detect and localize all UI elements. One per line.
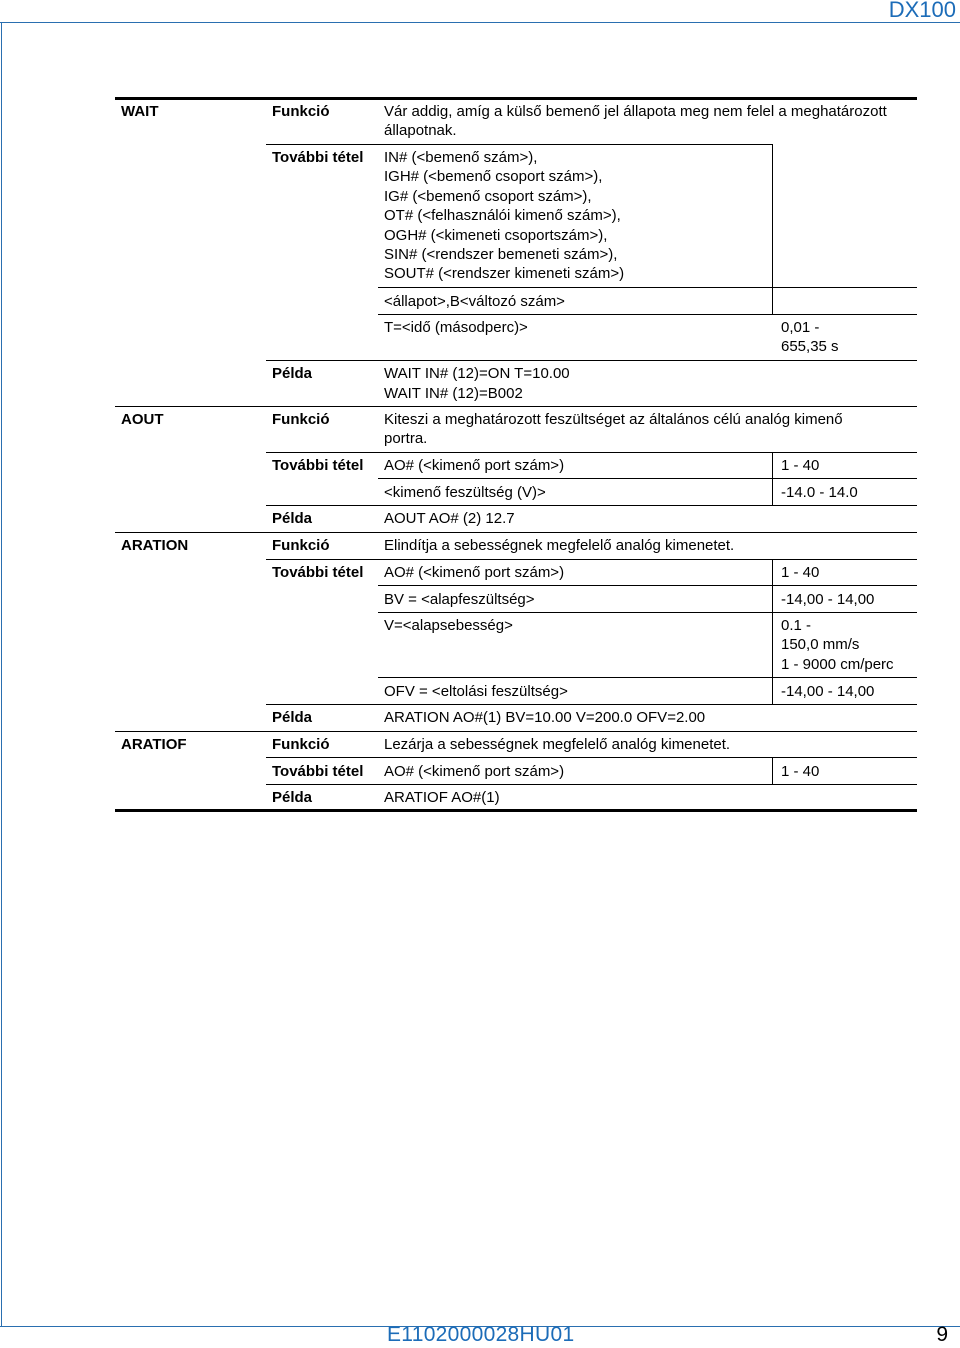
aration-param-bv: BV = <alapfeszültség>: [384, 591, 535, 608]
wait-param-sin: SIN# (<rendszer bemeneti szám>),: [384, 246, 618, 263]
row-rule: [378, 314, 917, 315]
aout-range-voltage: -14.0 - 14.0: [781, 484, 858, 501]
row-rule: [266, 559, 917, 560]
label-tovabbi-tetel: További tétel: [272, 564, 364, 581]
row-rule: [378, 287, 917, 288]
aration-range-ofv: -14,00 - 14,00: [781, 683, 875, 700]
row-rule: [266, 704, 917, 705]
row-rule: [378, 677, 917, 678]
aratiof-example: ARATIOF AO#(1): [384, 789, 500, 806]
command-aout: AOUT: [121, 411, 164, 428]
aratiof-param-port: AO# (<kimenő port szám>): [384, 763, 565, 780]
range-column-rule: [772, 144, 773, 287]
wait-param-in: IN# (<bemenő szám>),: [384, 149, 538, 166]
document-code: E1102000028HU01: [387, 1323, 575, 1346]
aout-param-port: AO# (<kimenő port szám>): [384, 457, 565, 474]
aration-range-v-line1: 0.1 -: [781, 617, 812, 634]
aout-example: AOUT AO# (2) 12.7: [384, 510, 515, 527]
wait-funkcio-line2: állapotnak.: [384, 122, 457, 139]
row-rule: [266, 360, 917, 361]
wait-funkcio-line1: Vár addig, amíg a külső bemenő jel állapota meg nem felel a meghatározott: [384, 103, 887, 120]
aration-range-v-line3: 1 - 9000 cm/perc: [781, 656, 894, 673]
aration-param-port: AO# (<kimenő port szám>): [384, 564, 565, 581]
row-rule: [266, 784, 917, 785]
table-top-rule: [115, 97, 917, 100]
aration-range-v-line2: 150,0 mm/s: [781, 636, 860, 653]
row-rule: [266, 505, 917, 506]
row-rule: [266, 452, 917, 453]
row-rule: [266, 144, 772, 145]
page-number: 9: [936, 1323, 948, 1346]
wait-param-time: T=<idő (másodperc)>: [384, 319, 528, 336]
row-rule: [378, 585, 917, 586]
wait-param-state: <állapot>,B<változó szám>: [384, 293, 565, 310]
label-tovabbi-tetel: További tétel: [272, 457, 364, 474]
command-wait: WAIT: [121, 103, 159, 120]
row-rule: [378, 612, 917, 613]
wait-example-line1: WAIT IN# (12)=ON T=10.00: [384, 365, 570, 382]
wait-param-ig: IG# (<bemenő csoport szám>),: [384, 188, 592, 205]
wait-param-sout: SOUT# (<rendszer kimeneti szám>): [384, 265, 625, 282]
aout-range-port: 1 - 40: [781, 457, 820, 474]
command-aratiof: ARATIOF: [121, 736, 187, 753]
label-pelda: Példa: [272, 709, 313, 726]
wait-param-igh: IGH# (<bemenő csoport szám>),: [384, 168, 603, 185]
aration-example: ARATION AO#(1) BV=10.00 V=200.0 OFV=2.00: [384, 709, 706, 726]
aration-range-port: 1 - 40: [781, 564, 820, 581]
aratiof-funkcio: Lezárja a sebességnek megfelelő analóg kimenetet.: [384, 736, 731, 753]
row-rule: [378, 478, 917, 479]
label-funkcio: Funkció: [272, 736, 330, 753]
range-column-rule: [772, 287, 773, 314]
label-pelda: Példa: [272, 789, 313, 806]
aout-param-voltage: <kimenő feszültség (V)>: [384, 484, 546, 501]
aout-funkcio-line1: Kiteszi a meghatározott feszültséget az általános célú analóg kimenő: [384, 411, 843, 428]
label-funkcio: Funkció: [272, 411, 330, 428]
label-funkcio: Funkció: [272, 537, 330, 554]
wait-param-ot: OT# (<felhasználói kimenő szám>),: [384, 207, 621, 224]
range-column-rule: [772, 757, 773, 784]
aout-funkcio-line2: portra.: [384, 430, 428, 447]
wait-example-line2: WAIT IN# (12)=B002: [384, 385, 523, 402]
label-tovabbi-tetel: További tétel: [272, 149, 364, 166]
document-title: DX100: [888, 0, 956, 22]
label-tovabbi-tetel: További tétel: [272, 763, 364, 780]
range-column-rule: [772, 559, 773, 704]
wait-param-ogh: OGH# (<kimeneti csoportszám>),: [384, 227, 608, 244]
section-rule: [115, 532, 917, 533]
aration-param-ofv: OFV = <eltolási feszültség>: [384, 683, 568, 700]
aratiof-range-port: 1 - 40: [781, 763, 820, 780]
aration-range-bv: -14,00 - 14,00: [781, 591, 875, 608]
aration-funkcio: Elindítja a sebességnek megfelelő analóg kimenetet.: [384, 537, 735, 554]
wait-range-time-line1: 0,01 -: [781, 319, 820, 336]
label-pelda: Példa: [272, 365, 313, 382]
section-rule: [115, 406, 917, 407]
command-aration: ARATION: [121, 537, 189, 554]
row-rule: [266, 757, 917, 758]
label-pelda: Példa: [272, 510, 313, 527]
section-rule: [115, 731, 917, 732]
table-bottom-rule: [115, 809, 917, 812]
label-funkcio: Funkció: [272, 103, 330, 120]
wait-range-time-line2: 655,35 s: [781, 338, 839, 355]
aration-param-v: V=<alapsebesség>: [384, 617, 513, 634]
